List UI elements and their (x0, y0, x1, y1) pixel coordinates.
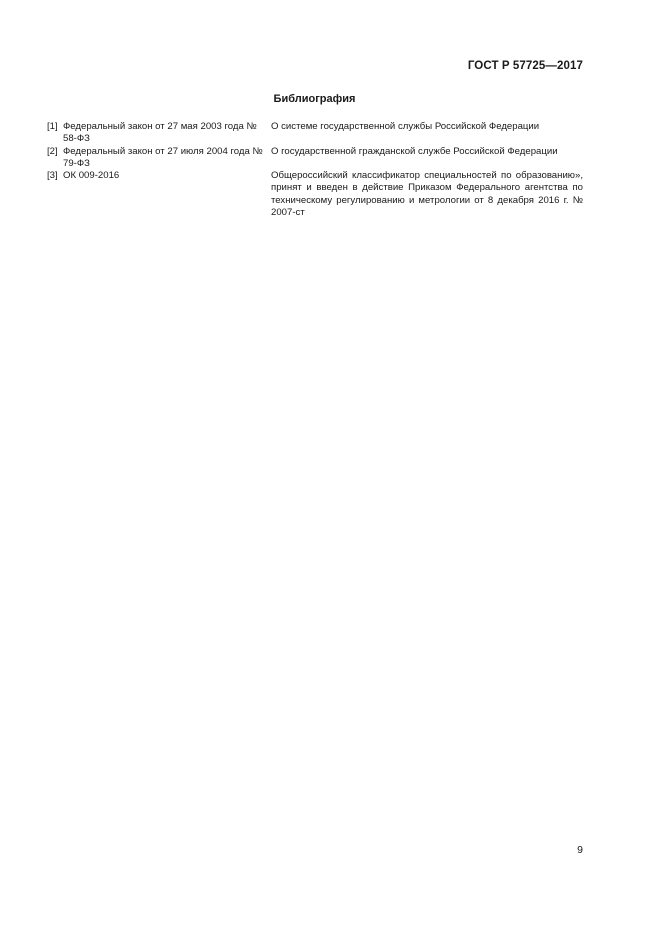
entry-number: [2] (47, 145, 58, 157)
bibliography-entry (47, 121, 583, 146)
entry-source: Федеральный закон от 27 мая 2003 года № 58-ФЗ (63, 121, 257, 145)
section-heading: Библиография (273, 93, 356, 105)
bibliography-list (47, 121, 583, 219)
bibliography-entry (47, 170, 583, 219)
entry-number: [3] (47, 170, 58, 182)
entry-title: О системе государственной службы Российской Федерации (271, 121, 540, 132)
entry-title: Общероссийский классификатор специальностей по образованию», принят и введен в действие Приказом Федерального агентства по техническому регулированию и метрологии от 8 декабря 2016 г. № 2007-ст (271, 170, 583, 219)
bibliography-entry (47, 146, 583, 171)
entry-source: Федеральный закон от 27 июля 2004 года № 79-ФЗ (63, 145, 263, 169)
page-number: 9 (577, 844, 583, 856)
entry-title: О государственной гражданской службе Российской Федерации (271, 145, 558, 157)
entry-source: ОК 009-2016 (63, 170, 120, 182)
standard-code: ГОСТ Р 57725—2017 (467, 60, 583, 72)
entry-number: [1] (47, 121, 58, 132)
